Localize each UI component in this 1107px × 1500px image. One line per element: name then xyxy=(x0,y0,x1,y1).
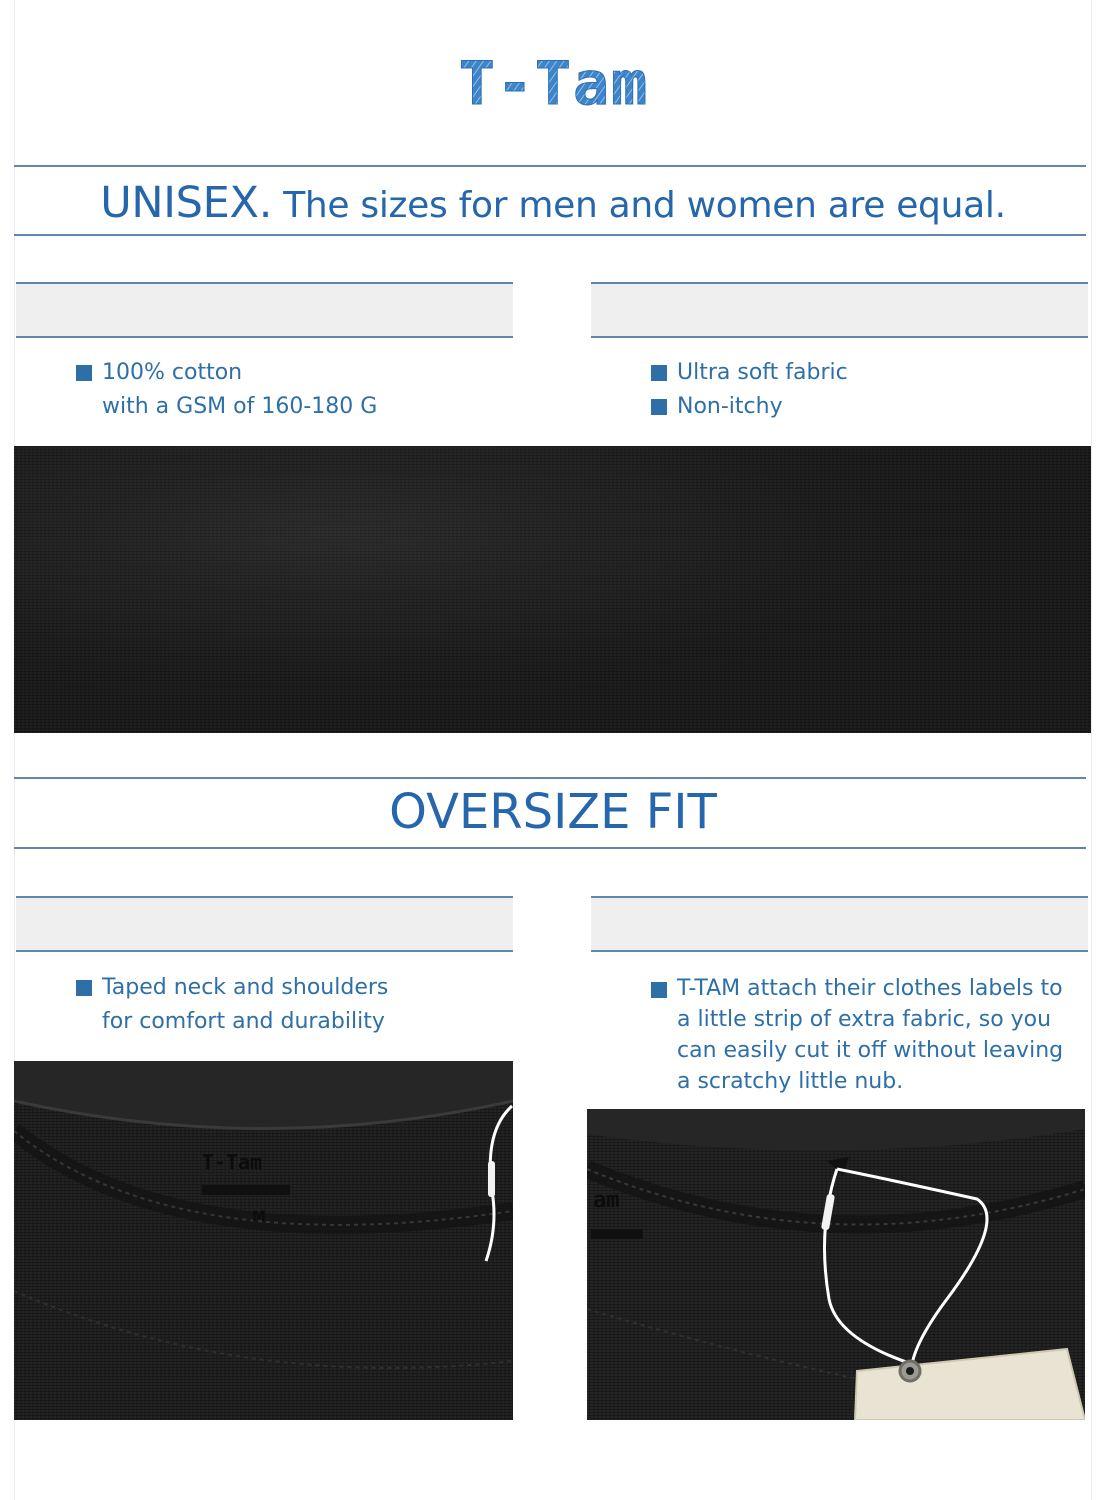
bullet-square-icon xyxy=(76,980,92,996)
feature-bar-right-2 xyxy=(591,896,1088,952)
unisex-title-rest: The sizes for men and women are equal. xyxy=(272,185,1006,226)
feature-text: T-TAM attach their clothes labels to xyxy=(677,976,1063,1001)
unisex-title xyxy=(14,178,1092,228)
feature-label-strip xyxy=(651,973,1063,1097)
feature-cotton xyxy=(76,356,377,424)
feature-text: a scratchy little nub. xyxy=(677,1069,904,1094)
feature-bar-left xyxy=(16,282,513,338)
feature-text: a little strip of extra fabric, so you xyxy=(677,1007,1052,1032)
feature-text: for comfort and durability xyxy=(102,1009,385,1034)
fabric-texture-photo xyxy=(14,446,1091,733)
brand-logo-text: T-Tam xyxy=(458,52,649,114)
header-rule-bottom xyxy=(14,234,1086,236)
header-rule-top xyxy=(14,165,1086,167)
bullet-square-icon xyxy=(651,982,667,998)
feature-taped-neck xyxy=(76,971,388,1039)
printed-label-brand: T-Tam xyxy=(201,1150,263,1174)
feature-bar-left-2 xyxy=(16,896,513,952)
unisex-title-lead: UNISEX. xyxy=(100,178,273,228)
taped-neck-photo xyxy=(14,1061,513,1420)
feature-bar-right xyxy=(591,282,1088,338)
oversize-title: OVERSIZE FIT xyxy=(389,784,717,840)
bullet-square-icon xyxy=(651,399,667,415)
feature-text: Taped neck and shoulders xyxy=(102,975,389,1000)
feature-text: 100% cotton xyxy=(102,360,243,385)
feature-text: Ultra soft fabric xyxy=(677,360,848,385)
printed-label-brand-cropped: am xyxy=(593,1188,620,1213)
brand-logo xyxy=(0,52,1107,118)
feature-soft xyxy=(651,356,848,424)
feature-text: can easily cut it off without leaving xyxy=(677,1038,1064,1063)
printed-label-size: M xyxy=(252,1209,266,1225)
label-tag-photo xyxy=(587,1109,1085,1420)
bullet-square-icon xyxy=(651,365,667,381)
feature-text: Non-itchy xyxy=(677,394,783,419)
brand-logo-graphic xyxy=(394,52,714,114)
feature-text: with a GSM of 160-180 G xyxy=(102,394,378,419)
header2-rule-top xyxy=(14,777,1086,779)
header2-rule-bottom xyxy=(14,847,1086,849)
bullet-square-icon xyxy=(76,365,92,381)
